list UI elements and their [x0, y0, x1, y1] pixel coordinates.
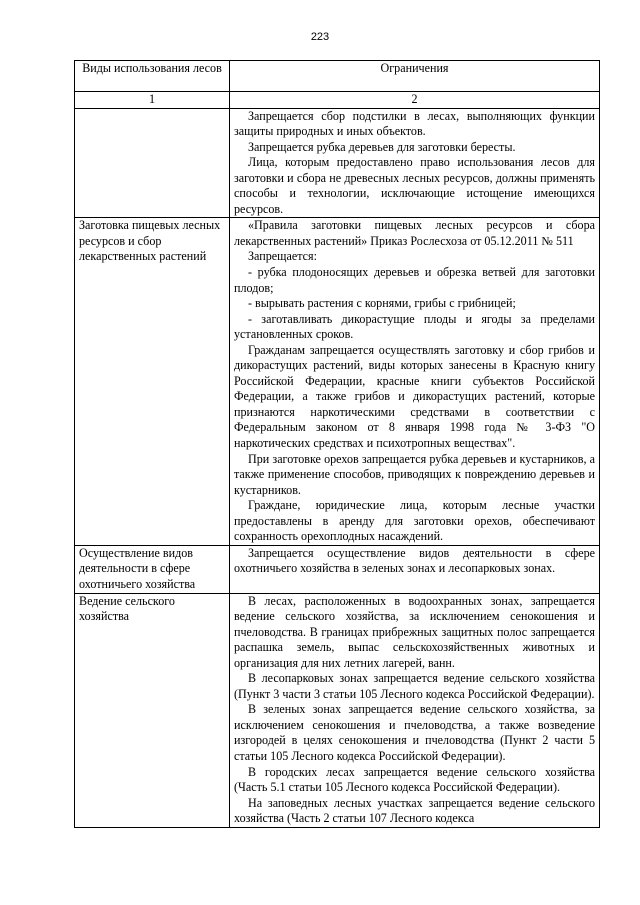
restriction-paragraph: Запрещается осуществление видов деятельности в сфере охотничьего хозяйства в зеленых зонах и лесопарковых зонах.	[234, 545, 595, 576]
row-type: Осуществление видов деятельности в сфере охотничьего хозяйства	[75, 545, 230, 593]
row-type: Заготовка пищевых лесных ресурсов и сбор лекарственных растений	[75, 218, 230, 545]
row-restrictions	[230, 593, 600, 827]
row-restrictions	[230, 545, 600, 593]
restriction-paragraph: - заготавливать дикорастущие плоды и ягоды за пределами установленных сроков.	[234, 311, 595, 342]
restriction-paragraph: При заготовке орехов запрещается рубка деревьев и кустарников, а также применение способов, приводящих к повреждению деревьев и кустарников.	[234, 451, 595, 497]
header-restrictions: Ограничения	[230, 61, 600, 92]
column-number-1: 1	[75, 92, 230, 109]
restriction-paragraph: Запрещается:	[248, 249, 317, 264]
column-number-row	[75, 92, 600, 109]
restriction-paragraph: В лесах, расположенных в водоохранных зонах, запрещается ведение сельского хозяйства, за исключением сенокошения и пчеловодства. В границах прибрежных защитных полос запрещается распашка земель, выпас сельскохозяйственных животных и организация для них летних лагерей, ванн.	[234, 593, 595, 670]
restriction-paragraph: «Правила заготовки пищевых лесных ресурсов и сбора лекарственных растений» Приказ Рослесхоза от 05.12.2011 № 511	[234, 218, 595, 248]
restrictions-table	[74, 60, 600, 828]
restriction-paragraph: В зеленых зонах запрещается ведение сельского хозяйства, за исключением сенокошения и пчеловодства, а также возведение изгородей в целях сенокошения и пчеловодства (Пункт 2 части 5 статьи 105 Лесного кодекса Российской Федерации).	[234, 702, 595, 763]
restriction-paragraph: Граждане, юридические лица, которым лесные участки предоставлены в аренду для заготовки орехов, обеспечивают сохранность орехоплодных насаждений.	[234, 498, 595, 544]
restriction-paragraph: - рубка плодоносящих деревьев и обрезка ветвей для заготовки плодов;	[234, 265, 595, 295]
header-forest-use-types: Виды использования лесов	[75, 61, 230, 92]
restriction-paragraph: В лесопарковых зонах запрещается ведение сельского хозяйства (Пункт 3 части 3 статьи 105 Лесного кодекса Российской Федерации).	[234, 671, 595, 701]
page-number: 223	[310, 31, 330, 43]
restriction-paragraph: Запрещается сбор подстилки в лесах, выполняющих функции защиты природных и иных объектов.	[234, 108, 595, 139]
table-row	[75, 218, 600, 545]
row-restrictions	[230, 218, 600, 545]
table-row	[75, 545, 600, 593]
row-type: Ведение сельского хозяйства	[75, 593, 230, 827]
restriction-paragraph: Запрещается рубка деревьев для заготовки бересты.	[248, 139, 516, 154]
table-header-row	[75, 61, 600, 92]
restriction-paragraph: Лица, которым предоставлено право использования лесов для заготовки и сбора не древесных лесных ресурсов, должны применять способы и технологии, исключающие истощение имеющихся ресурсов.	[234, 155, 595, 216]
restriction-paragraph: Гражданам запрещается осуществлять заготовку и сбор грибов и дикорастущих растений, виды которых занесены в Красную книгу Российской Федерации, красные книги субъектов Российской Федерации, а также грибов и дикорастущих растений, которые признаются наркотическими средствами в соответствии с Федеральным законом от 8 января 1998 года № 3-ФЗ "О наркотических средствах и психотропных веществах".	[234, 342, 595, 451]
restriction-paragraph: На заповедных лесных участках запрещается ведение сельского хозяйства (Часть 2 статьи 107 Лесного кодекса	[234, 795, 595, 826]
restriction-paragraph: В городских лесах запрещается ведение сельского хозяйства (Часть 5.1 статьи 105 Лесного кодекса Российской Федерации).	[234, 764, 595, 795]
row-restrictions	[230, 108, 600, 218]
table-row	[75, 593, 600, 827]
table-row	[75, 108, 600, 218]
column-number-2: 2	[230, 92, 600, 109]
row-type	[75, 108, 230, 218]
restriction-paragraph: - вырывать растения с корнями, грибы с грибницей;	[248, 296, 516, 311]
